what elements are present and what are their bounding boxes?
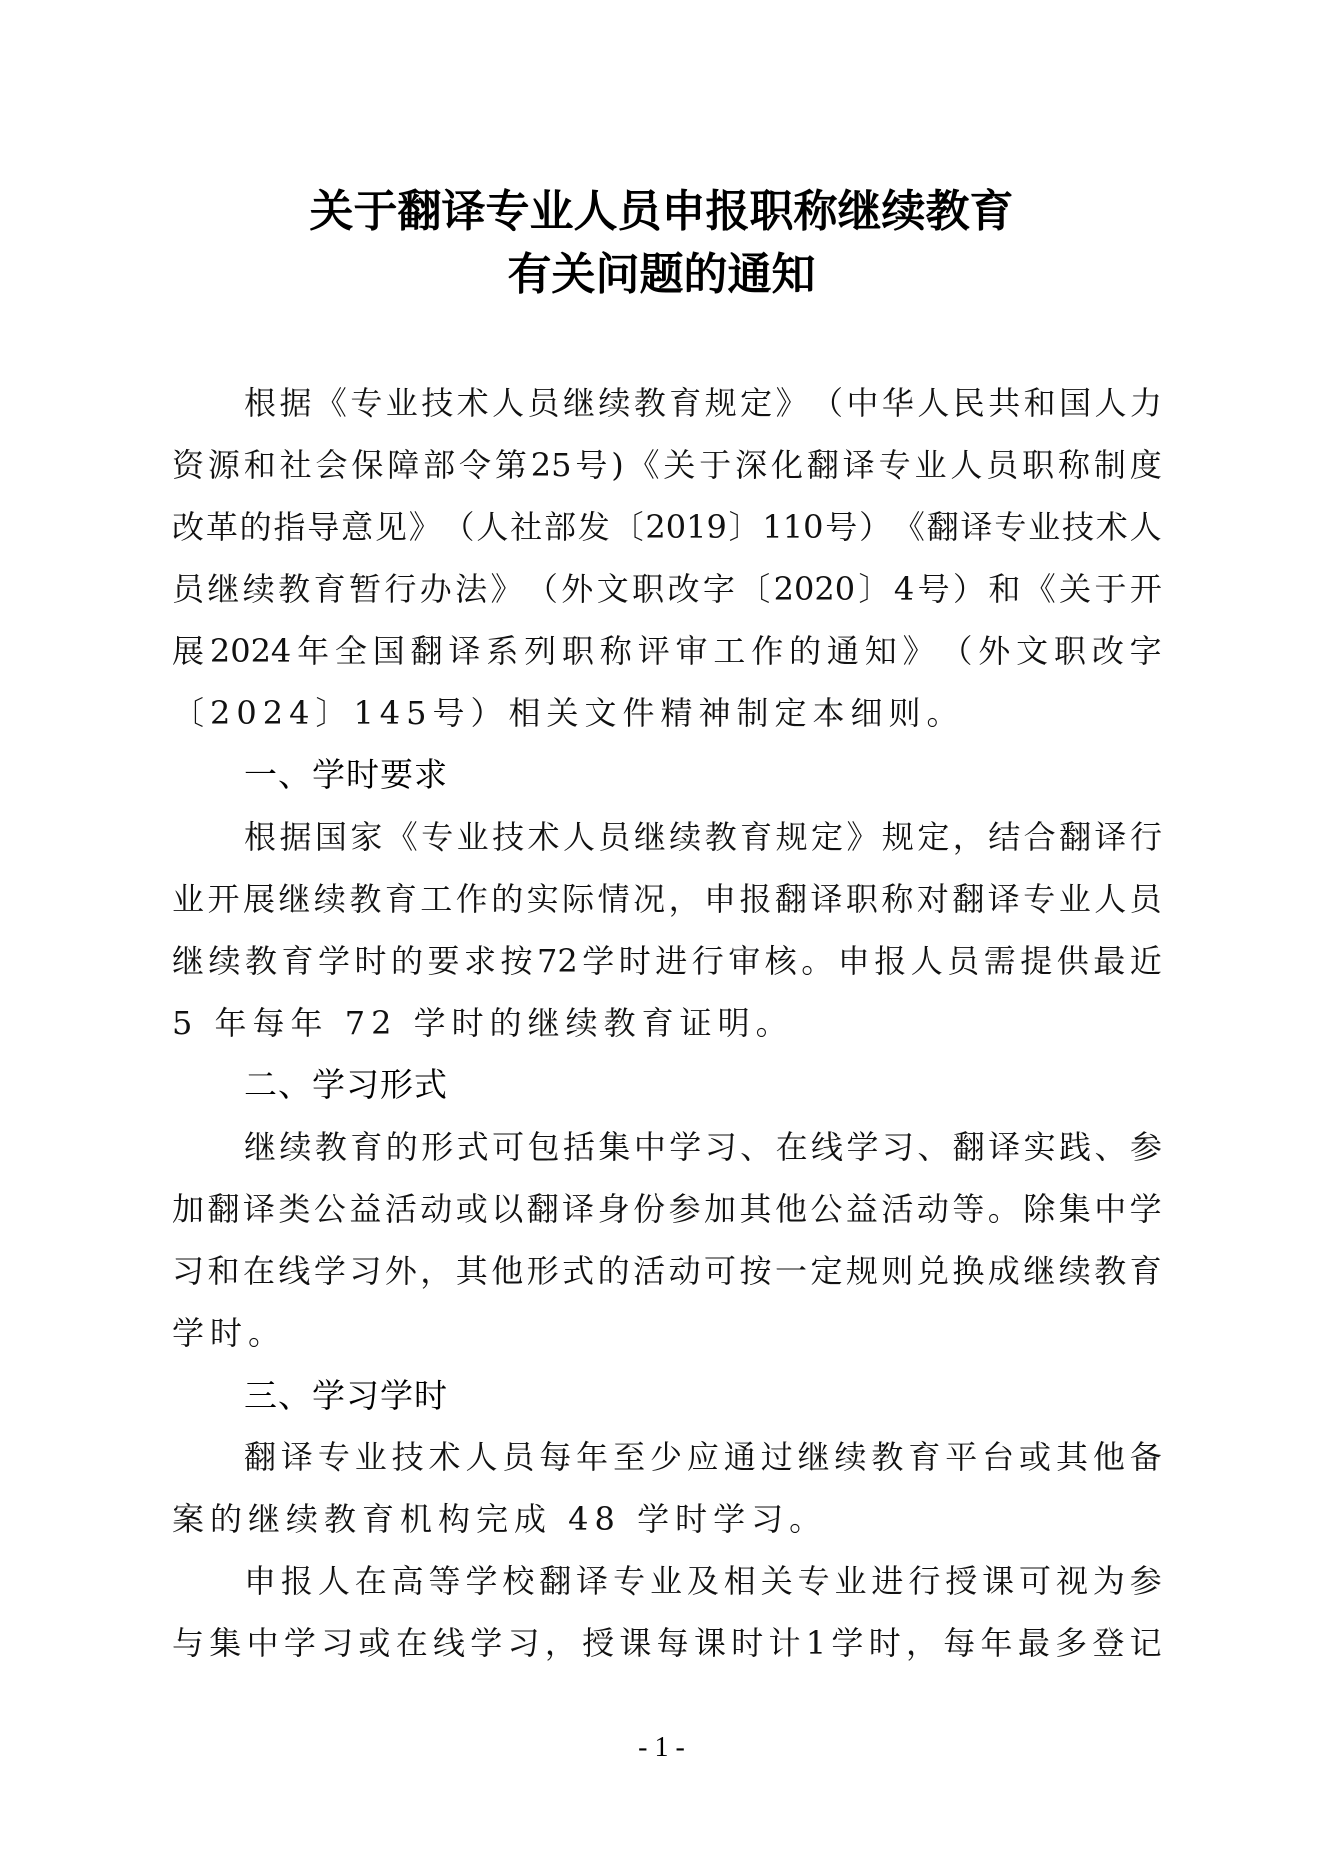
section-2-line: 加 翻 译 类 公 益 活 动 或 以 翻 译 身 份 参 加 其 他 公 益 活 动 等 。 除 集 中 学 [172,1190,1162,1228]
section-1-line: 根 据 国 家 《 专 业 技 术 人 员 继 续 教 育 规 定 》 规 定 ， 结 合 翻 译 行 [244,818,1162,856]
intro-line: 员 继 续 教 育 暂 行 办 法 》 （ 外 文 职 改 字 〔 2020 〕 4 号 ） 和 《 关 于 开 [172,570,1162,608]
section-2-line: 继 续 教 育 的 形 式 可 包 括 集 中 学 习 、 在 线 学 习 、 翻 译 实 践 、 参 [244,1128,1162,1166]
document-title-line-2: 有关问题的通知 [507,249,816,300]
section-3-line: 与 集 中 学 习 或 在 线 学 习 ， 授 课 每 课 时 计 1 学 时 ， 每 年 最 多 登 记 [172,1624,1162,1662]
section-heading-3: 三、学习学时 [244,1376,448,1415]
section-heading-2: 二、学习形式 [244,1065,448,1104]
intro-line: 展 2024 年 全 国 翻 译 系 列 职 称 评 审 工 作 的 通 知 》 （ 外 文 职 改 字 [172,632,1162,670]
document-title-line-1: 关于翻译专业人员申报职称继续教育 [309,186,1014,237]
section-3-line: 翻 译 专 业 技 术 人 员 每 年 至 少 应 通 过 继 续 教 育 平 台 或 其 他 备 [244,1438,1162,1476]
section-2-line: 习 和 在 线 学 习 外 ， 其 他 形 式 的 活 动 可 按 一 定 规 则 兑 换 成 继 续 教 育 [172,1252,1162,1290]
section-3-line: 案的继续教育机构完成 48 学时学习。 [172,1500,828,1538]
intro-line: 〔2024〕145号）相关文件精神制定本细则。 [172,694,965,732]
section-1-line: 业 开 展 继 续 教 育 工 作 的 实 际 情 况 ， 申 报 翻 译 职 称 对 翻 译 专 业 人 员 [172,880,1162,918]
section-1-line: 继 续 教 育 学 时 的 要 求 按 72 学 时 进 行 审 核 。 申 报 人 员 需 提 供 最 近 [172,942,1162,980]
intro-line: 改 革 的 指 导 意 见 》 （ 人 社 部 发 〔 2019 〕 110 号 ） 《 翻 译 专 业 技 术 人 [172,508,1162,546]
intro-line: 资 源 和 社 会 保 障 部 令 第 25 号 ) 《 关 于 深 化 翻 译 专 业 人 员 职 称 制 度 [172,446,1162,484]
section-2-line: 学时。 [172,1314,287,1352]
page-number: - 1 - [638,1732,685,1763]
section-1-line: 5 年每年 72 学时的继续教育证明。 [172,1004,794,1042]
section-3-line: 申 报 人 在 高 等 学 校 翻 译 专 业 及 相 关 专 业 进 行 授 课 可 视 为 参 [244,1562,1162,1600]
section-heading-1: 一、学时要求 [244,755,448,794]
intro-line: 根 据 《 专 业 技 术 人 员 继 续 教 育 规 定 》 （ 中 华 人 民 共 和 国 人 力 [244,384,1162,422]
